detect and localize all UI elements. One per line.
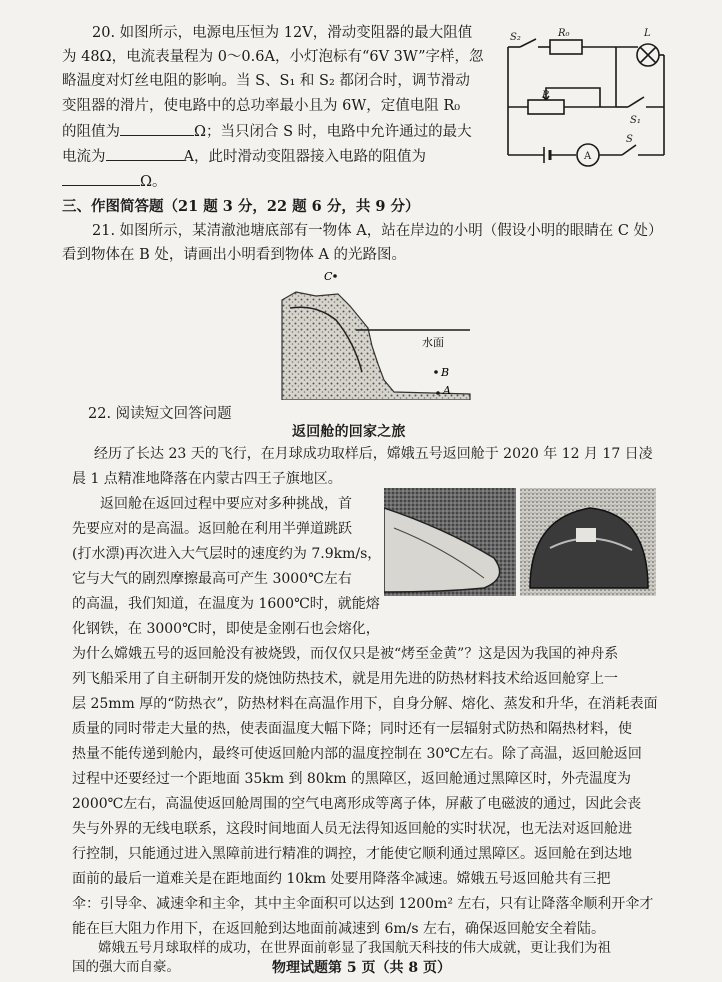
para3-line-1: 嫦娥五号月球取样的成功，在世界面前彰显了我国航天科技的伟大成就，更让我们为祖 — [98, 940, 611, 956]
para2-line-1: 返回舱在返回过程中要应对多种挑战，首 — [100, 496, 352, 512]
para2-line-16: 面前的最后一道难关是在距地面约 10km 处要用降落伞减速。嫦娥五号返回舱共有三把 — [72, 871, 611, 887]
capsule-photo-2 — [520, 488, 656, 596]
label-s: S — [626, 134, 633, 145]
q20-text-6b: A，此时滑动变阻器接入电路的阻值为 — [183, 149, 426, 165]
label-s2: S₂ — [510, 32, 521, 43]
q21-line-1: 21. 如图所示，某清澈池塘底部有一物体 A，站在岸边的小明（假设小明的眼睛在 C 处） — [92, 223, 663, 239]
pond-diagram — [276, 268, 476, 400]
q20-line-2: 为 48Ω，电流表量程为 0～0.6A，小灯泡标有“6V 3W”字样，忽 — [62, 49, 484, 65]
para2-line-18: 能在巨大阻力作用下，在返回舱到达地面前减速到 6m/s 左右，确保返回舱安全着陆。 — [72, 921, 605, 937]
para2-line-15: 行控制，只能通过进入黑障前进行精准的调控，才能使它顺利通过黑障区。返回舱在到达地 — [72, 846, 632, 862]
para2-line-7: 为什么嫦娥五号的返回舱没有被烧毁，而仅仅只是被“烤至金黄”？这是因为我国的神舟系 — [72, 646, 619, 662]
para2-line-13: 2000℃左右，高温使返回舱周围的空气电离形成等离子体，屏蔽了电磁波的通过，因此会丧 — [72, 796, 642, 812]
q20-text-6a: 电流为 — [62, 149, 106, 165]
para2-line-2: 先要应对的是高温。返回舱在利用半弹道跳跃 — [72, 521, 352, 537]
para3-line-2: 国的强大而自豪。 — [72, 959, 180, 975]
q20-text-5a: 的阻值为 — [62, 124, 120, 140]
para1-line-2: 晨 1 点精准地降落在内蒙古四王子旗地区。 — [72, 471, 342, 487]
label-a: A — [443, 384, 451, 397]
answer-blank-current[interactable] — [106, 146, 184, 161]
capsule-photo-1 — [384, 488, 516, 596]
answer-blank-r0[interactable] — [120, 121, 194, 136]
para2-line-5: 的高温，我们知道，在温度为 1600℃时，就能熔 — [72, 596, 380, 612]
label-water-surface: 水面 — [422, 336, 444, 349]
para1-line-1: 经历了长达 23 天的飞行，在月球成功取样后，嫦娥五号返回舱于 2020 年 12 月 17 日凌 — [94, 446, 653, 462]
q22-heading: 22. 阅读短文回答问题 — [88, 406, 232, 422]
point-b — [434, 370, 438, 374]
q20-text-7: Ω。 — [140, 174, 167, 190]
para2-line-4: 它与大气的剧烈摩擦最高可产生 3000℃左右 — [72, 571, 352, 587]
section-3-heading: 三、作图简答题（21 题 3 分，22 题 6 分，共 9 分） — [62, 198, 420, 215]
q20-line-6 — [62, 146, 426, 167]
q20-text-5b: Ω；当只闭合 S 时，电路中允许通过的最大 — [194, 124, 472, 140]
point-a — [436, 391, 440, 395]
label-c: C — [324, 270, 333, 283]
circuit-diagram — [500, 22, 670, 172]
label-l: L — [644, 28, 651, 39]
rheostat-p — [528, 100, 564, 114]
label-a: A — [584, 151, 592, 162]
para2-line-9: 层 25mm 厚的“防热衣”，防热材料在高温作用下，自身分解、熔化、蒸发和升华，在消耗表面 — [72, 696, 658, 712]
answer-blank-resistance[interactable] — [62, 171, 140, 186]
q20-line-3: 略温度对灯丝电阻的影响。当 S、S₁ 和 S₂ 都闭合时，调节滑动 — [62, 73, 470, 89]
q20-line-5 — [62, 121, 472, 142]
page-footer: 物理试题第 5 页（共 8 页） — [272, 960, 451, 976]
q20-line-7 — [62, 171, 167, 192]
label-s1: S₁ — [630, 115, 641, 126]
para2-line-6: 化钢铁，在 3000℃时，即使是金刚石也会熔化， — [72, 621, 380, 637]
para2-line-17: 伞：引导伞、减速伞和主伞，其中主伞面积可以达到 1200m² 左右，只有让降落伞顺利开伞才 — [72, 896, 654, 912]
article-title: 返回舱的回家之旅 — [292, 424, 406, 440]
para2-line-3: (打水漂)再次进入大气层时的速度约为 7.9km/s， — [72, 546, 382, 562]
para2-line-12: 过程中还要经过一个距地面 35km 到 80km 的黑障区，返回舱通过黑障区时，外壳温度为 — [72, 771, 631, 787]
label-p: P — [542, 90, 549, 101]
point-c — [333, 274, 337, 278]
label-b: B — [441, 366, 450, 379]
q21-line-2: 看到物体在 B 处，请画出小明看到物体 A 的光路图。 — [62, 247, 407, 263]
para2-line-14: 失与外界的无线电联系，这段时间地面人员无法得知返回舱的实时状况，也无法对返回舱进 — [72, 821, 632, 837]
para2-line-8: 列飞船采用了自主研制开发的烧蚀防热技术，就是用先进的防热材料技术给返回舱穿上一 — [72, 671, 618, 687]
para2-line-11: 热量不能传递到舱内，最终可使返回舱内部的温度控制在 30℃左右。除了高温，返回舱返回 — [72, 746, 642, 762]
q20-line-4: 变阻器的滑片，使电路中的总功率最小且为 6W，定值电阻 R₀ — [62, 98, 461, 114]
q20-line-1: 20. 如图所示，电源电压恒为 12V，滑动变阻器的最大阻值 — [92, 25, 473, 41]
para2-line-10: 质量的同时带走大量的热，使表面温度大幅下降；同时还有一层辐射式防热和隔热材料，使 — [72, 721, 632, 737]
resistor-r0 — [550, 40, 582, 54]
label-r0: R₀ — [558, 28, 570, 39]
